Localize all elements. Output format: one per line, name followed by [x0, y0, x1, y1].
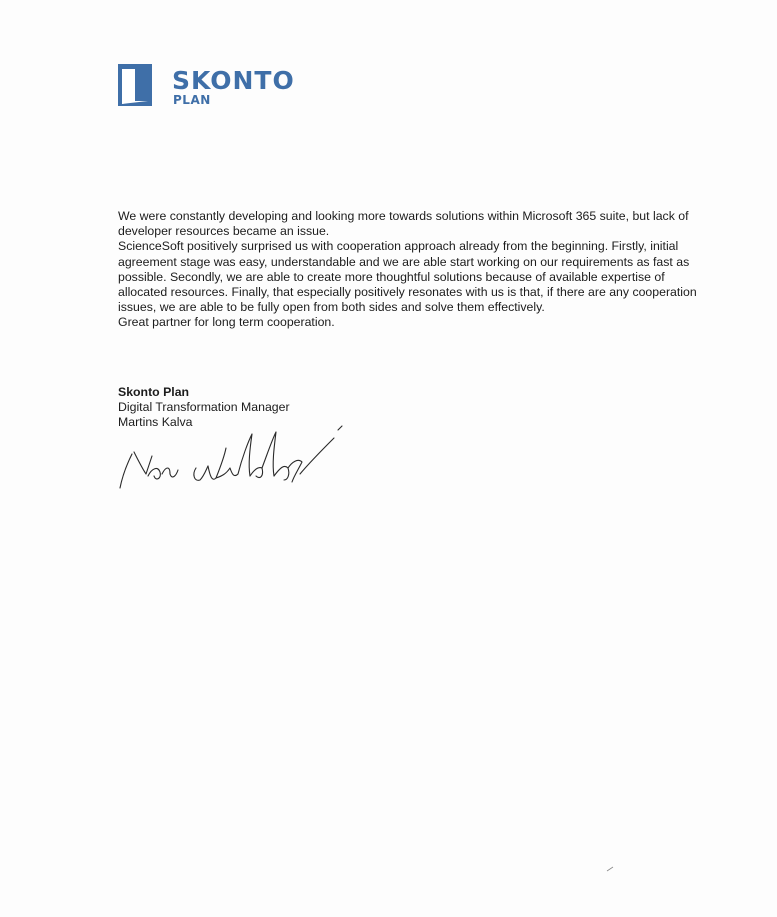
paragraph-cooperation: ScienceSoft positively surprised us with cooperation approach already from the beginning. Firstly, initial agreement stage was easy, understandable and we are able start working on our requirements as fast as possible. Secondly, we are able to create more thoughtful solutions because of available expertise of allocated resources. Finally, that especially positively resonates with us is that, if there are any cooperation issues, we are able to be fully open from both sides and solve them effectively. [118, 239, 697, 315]
letter-body [118, 209, 708, 331]
signer-company: Skonto Plan [118, 385, 190, 399]
handwritten-signature-icon [112, 418, 352, 496]
signer-name: Martins Kalva [118, 415, 193, 430]
logo-subtitle: PLAN [173, 93, 211, 107]
scan-speck-icon [606, 866, 614, 872]
paragraph-closing: Great partner for long term cooperation. [118, 315, 335, 330]
company-logo [118, 60, 318, 112]
paragraph-intro: We were constantly developing and looking more towards solutions within Microsoft 365 suite, but lack of developer resources became an issue. [118, 209, 689, 239]
logo-wordmark: SKONTO [172, 66, 295, 95]
signer-title: Digital Transformation Manager [118, 400, 290, 415]
skonto-logo-mark-icon [118, 64, 152, 106]
